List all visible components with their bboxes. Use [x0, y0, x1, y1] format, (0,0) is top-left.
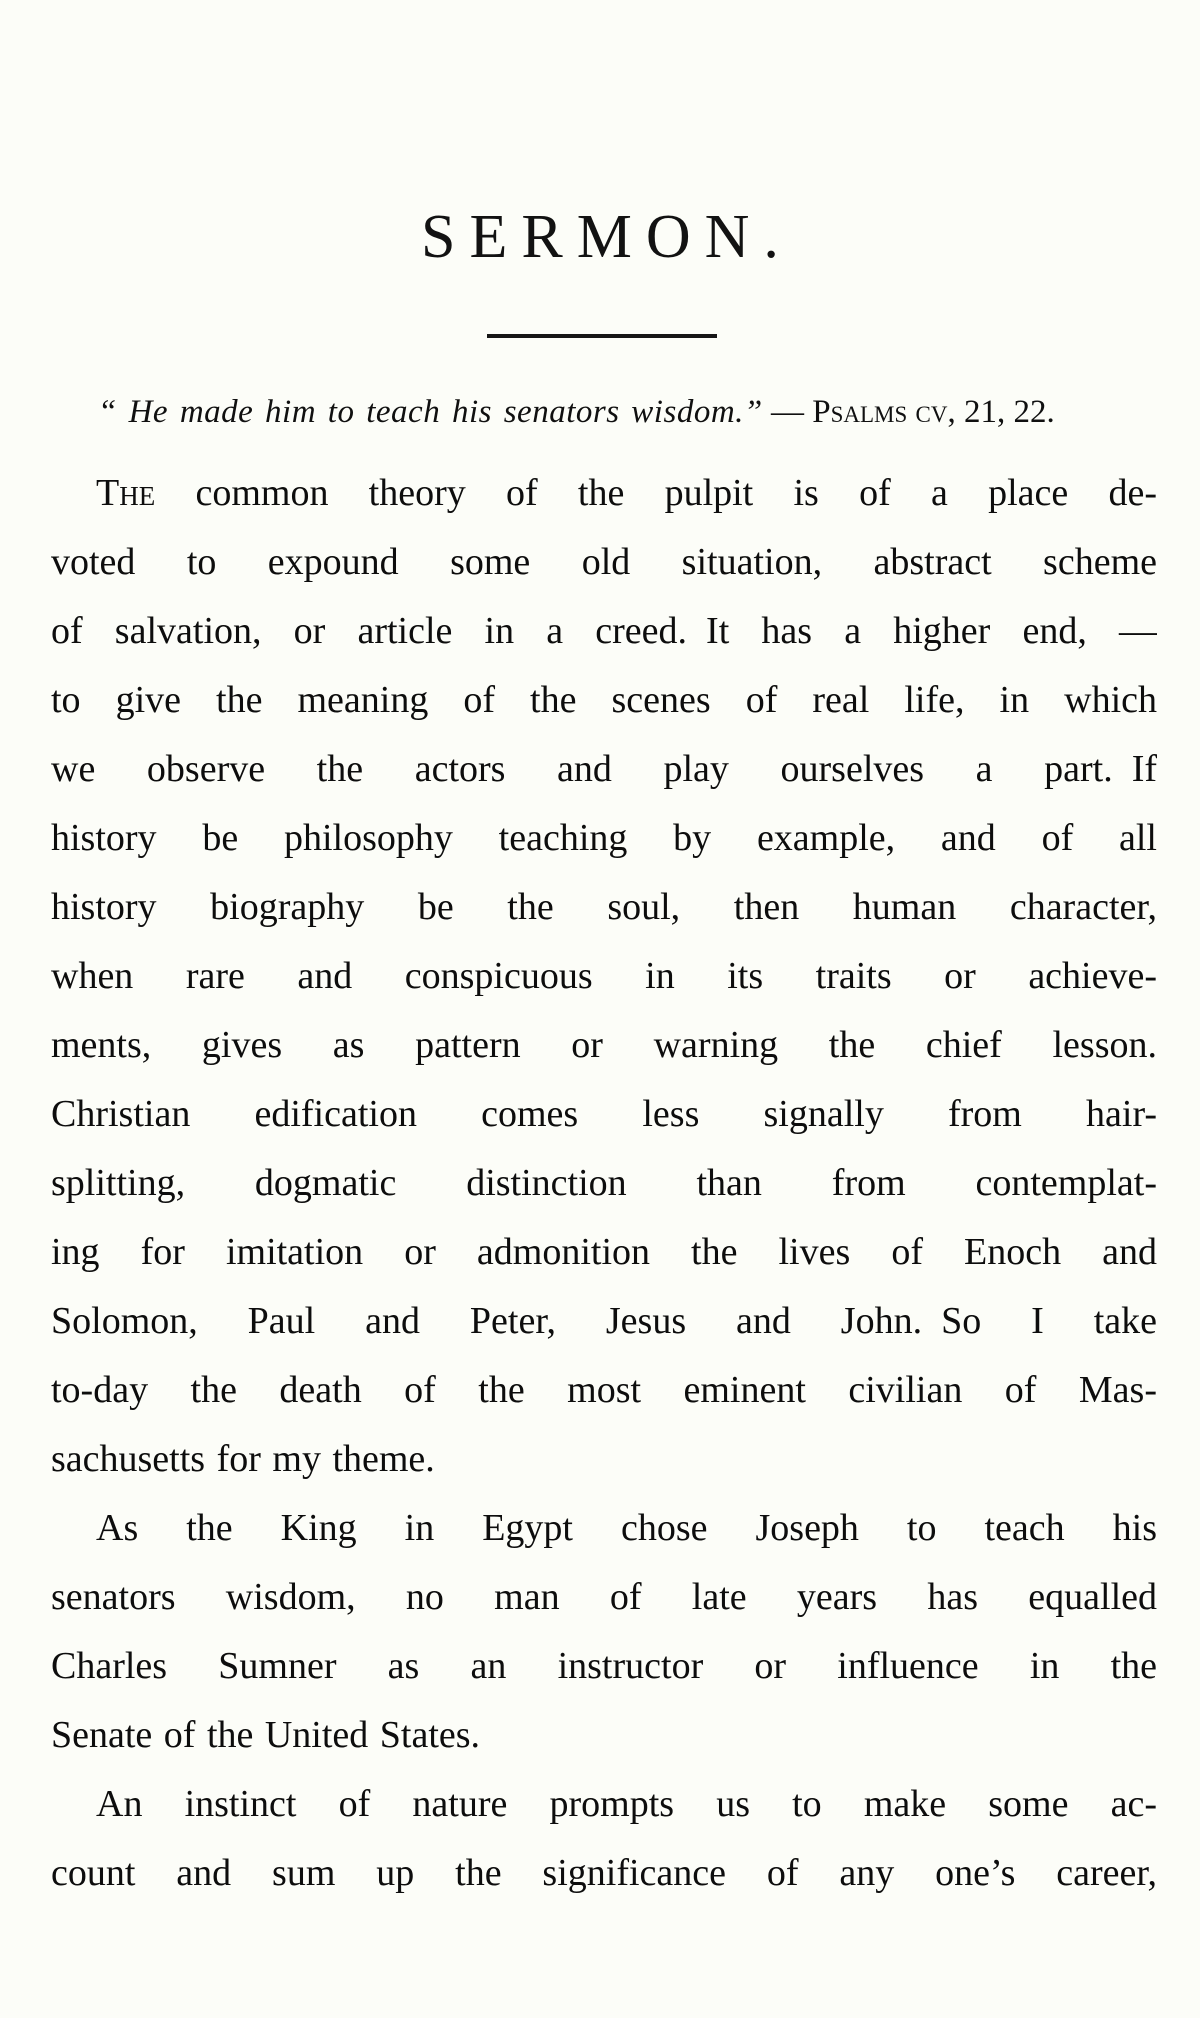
epigraph-quote: “ He made him to teach his senators wisdom.”: [98, 394, 763, 430]
text-line: splitting, dogmatic distinction than from contemplat-: [51, 1162, 1157, 1204]
text-line: ments, gives as pattern or warning the chief lesson.: [51, 1024, 1157, 1066]
text-line: of salvation, or article in a creed. It has a higher end, —: [51, 610, 1157, 652]
text-line: count and sum up the significance of any one’s career,: [51, 1852, 1157, 1894]
text-line-paragraph-end: sachusetts for my theme.: [51, 1438, 435, 1480]
text-line: history biography be the soul, then human character,: [51, 886, 1157, 928]
text-line: to-day the death of the most eminent civilian of Mas-: [51, 1369, 1157, 1411]
lead-cap: T: [96, 472, 120, 514]
text-line: Christian edification comes less signally from hair-: [51, 1093, 1157, 1135]
text-line-paragraph-start: As the King in Egypt chose Joseph to teach his: [96, 1507, 1157, 1549]
line-rest: common theory of the pulpit is of a place de-: [155, 472, 1157, 514]
sermon-body: [51, 459, 1157, 1908]
epigraph-source: Psalms cv,: [812, 394, 956, 430]
text-line-paragraph-start: An instinct of nature prompts us to make some ac-: [96, 1783, 1157, 1825]
epigraph-dash: —: [762, 394, 813, 430]
text-line: voted to expound some old situation, abstract scheme: [51, 541, 1157, 583]
text-line: we observe the actors and play ourselves a part. If: [51, 748, 1157, 790]
text-line: Solomon, Paul and Peter, Jesus and John. So I take: [51, 1300, 1157, 1342]
text-line: ing for imitation or admonition the lives of Enoch and: [51, 1231, 1157, 1273]
text-line: senators wisdom, no man of late years has equalled: [51, 1576, 1157, 1618]
lead-small-caps: he: [119, 472, 156, 514]
text-line: history be philosophy teaching by example, and of all: [51, 817, 1157, 859]
text-line-paragraph-end: Senate of the United States.: [51, 1714, 481, 1756]
text-line: to give the meaning of the scenes of real life, in which: [51, 679, 1157, 721]
epigraph-verses: 21, 22.: [955, 394, 1055, 430]
epigraph: [98, 392, 1055, 432]
text-line: Charles Sumner as an instructor or influence in the: [51, 1645, 1157, 1687]
text-line: [51, 459, 1157, 528]
title-divider-rule: [487, 334, 717, 338]
page-title: SERMON.: [421, 203, 793, 271]
text-line: when rare and conspicuous in its traits or achieve-: [51, 955, 1157, 997]
